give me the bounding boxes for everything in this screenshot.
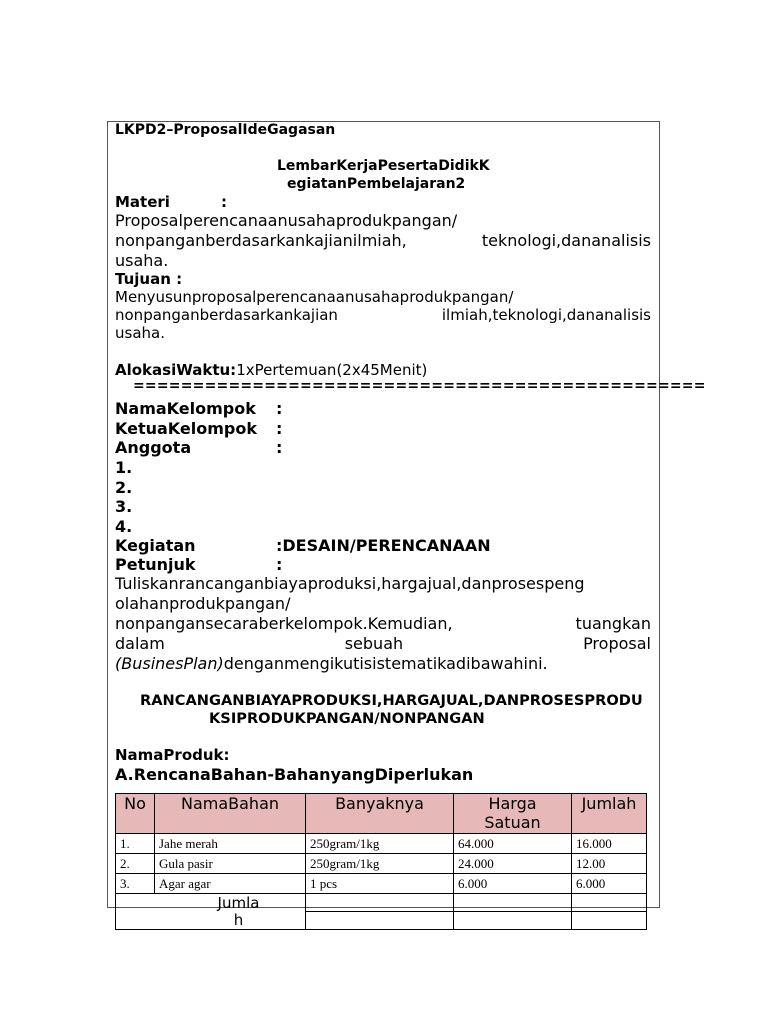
- materi-line-2-word: nonpanganberdasarkankajianilmiah,: [115, 231, 407, 250]
- table-cell: 1 pcs: [306, 874, 454, 894]
- alokasi-label: AlokasiWaktu:: [115, 361, 237, 379]
- table-row: [116, 834, 647, 854]
- ketua-kelompok-label: KetuaKelompok: [115, 419, 258, 438]
- member-number: 3.: [115, 497, 133, 516]
- table-cell: Jahe merah: [155, 834, 306, 854]
- materi-line-2-word: teknologi,dananalisis: [481, 231, 651, 250]
- kegiatan-value: :DESAIN/PERENCANAAN: [276, 536, 491, 555]
- column-header-jumlah: Jumlah: [572, 794, 647, 834]
- alokasi-value: 1xPertemuan(2x45Menit): [236, 361, 428, 379]
- materi-label: Materi: [115, 193, 170, 211]
- petunjuk-line-4-word: dalam: [115, 634, 165, 653]
- member-number: 1.: [115, 458, 133, 477]
- table-cell: 16.000: [572, 834, 647, 854]
- materi-line-3: usaha.: [115, 251, 169, 270]
- ketua-kelompok-colon: :: [276, 419, 283, 438]
- nama-kelompok-colon: :: [276, 399, 283, 418]
- table-cell: 64.000: [454, 834, 572, 854]
- separator-line: ================================================: [133, 378, 706, 394]
- table-cell: 250gram/1kg: [306, 854, 454, 874]
- document-title: LKPD2–ProposalIdeGagasan: [115, 122, 336, 138]
- total-label-text: Jumla h: [217, 893, 260, 929]
- petunjuk-line-4-word: sebuah: [344, 634, 404, 653]
- section-title-line-1: RANCANGANBIAYAPRODUKSI,HARGAJUAL,DANPROSESPRODU: [140, 692, 643, 709]
- table-header-row: [116, 794, 647, 834]
- table-cell: Agar agar: [155, 874, 306, 894]
- table-cell: [306, 894, 454, 912]
- table-row: [116, 854, 647, 874]
- column-header-harga-satuan: Harga Satuan: [454, 794, 572, 834]
- table-cell: 24.000: [454, 854, 572, 874]
- table-cell: 6.000: [572, 874, 647, 894]
- column-header-nama-bahan: NamaBahan: [155, 794, 306, 834]
- materi-line-2: [115, 231, 651, 253]
- alokasi-waktu: [115, 361, 427, 379]
- kegiatan-label: Kegiatan: [115, 536, 196, 555]
- anggota-colon: :: [276, 438, 283, 457]
- table-cell: [454, 912, 572, 930]
- section-title-line-2: KSIPRODUKPANGAN/NONPANGAN: [209, 710, 485, 727]
- petunjuk-line-4-word: Proposal: [583, 634, 651, 653]
- member-number: 4.: [115, 517, 133, 536]
- table-cell: 250gram/1kg: [306, 834, 454, 854]
- materi-colon: :: [221, 193, 227, 211]
- petunjuk-line-1: Tuliskanrancanganbiayaproduksi,hargajual,danprosespeng: [115, 574, 585, 593]
- petunjuk-line-5: [115, 654, 548, 673]
- table-cell: 1.: [116, 834, 155, 854]
- table-cell: [572, 894, 647, 912]
- petunjuk-line-5-rest: denganmengikutisistematikadibawahini.: [223, 654, 548, 673]
- tujuan-line-2: [115, 306, 651, 326]
- subtitle-line-2: egiatanPembelajaran2: [287, 176, 466, 192]
- tujuan-line-1: Menyusunproposalperencanaanusahaprodukpangan/: [115, 288, 514, 306]
- member-number: 2.: [115, 478, 133, 497]
- bahan-table: [115, 793, 647, 930]
- petunjuk-label: Petunjuk: [115, 555, 196, 574]
- table-cell: [454, 894, 572, 912]
- tujuan-label: Tujuan :: [115, 270, 183, 288]
- petunjuk-line-2: olahanprodukpangan/: [115, 594, 291, 613]
- total-label: [116, 894, 306, 930]
- nama-kelompok-label: NamaKelompok: [115, 399, 256, 418]
- table-row: [116, 874, 647, 894]
- table-total-row: [116, 894, 647, 912]
- column-header-banyaknya: Banyaknya: [306, 794, 454, 834]
- table-cell: 3.: [116, 874, 155, 894]
- tujuan-line-2-word: nonpanganberdasarkankajian: [115, 306, 338, 324]
- anggota-label: Anggota: [115, 438, 192, 457]
- petunjuk-colon: :: [276, 555, 283, 574]
- petunjuk-line-3-word: nonpangansecaraberkelompok.Kemudian,: [115, 614, 453, 633]
- table-cell: 2.: [116, 854, 155, 874]
- business-plan-italic: (BusinesPlan): [115, 654, 224, 673]
- table-cell: [306, 912, 454, 930]
- column-header-no: No: [116, 794, 155, 834]
- table-cell: [572, 912, 647, 930]
- materi-line-1: Proposalperencanaanusahaprodukpangan/: [115, 211, 458, 230]
- petunjuk-line-4: [115, 634, 651, 656]
- bahan-heading: A.RencanaBahan-BahanyangDiperlukan: [115, 765, 474, 784]
- table-cell: Gula pasir: [155, 854, 306, 874]
- table-cell: 12.00: [572, 854, 647, 874]
- table-cell: 6.000: [454, 874, 572, 894]
- nama-produk-label: NamaProduk:: [115, 746, 230, 764]
- tujuan-line-2-word: ilmiah,teknologi,dananalisis: [441, 306, 651, 324]
- petunjuk-line-3: [115, 614, 651, 636]
- tujuan-line-3: usaha.: [115, 324, 165, 342]
- petunjuk-line-3-word: tuangkan: [575, 614, 651, 633]
- subtitle-line-1: LembarKerjaPesertaDidikK: [277, 158, 490, 174]
